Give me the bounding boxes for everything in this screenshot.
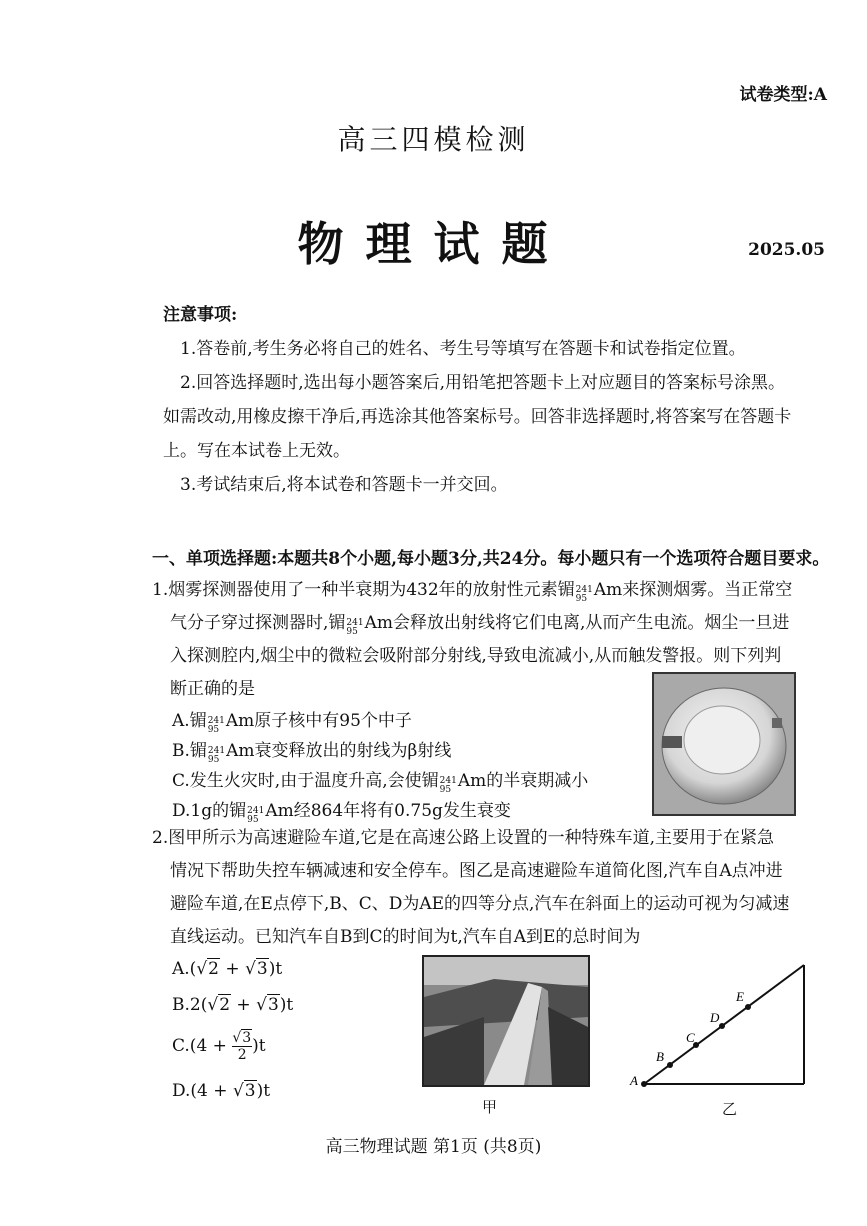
q1-option-c: C.发生火灾时,由于温度升高,会使镅 241 95 Am的半衰期减小 xyxy=(172,771,589,795)
q2-line-3: 避险车道,在E点停下,B、C、D为AE的四等分点,汽车在斜面上的运动可视为匀减速 xyxy=(170,894,790,914)
q1-text: 气分子穿过探测器时,镅 xyxy=(170,613,346,633)
escape-ramp-icon xyxy=(424,957,588,1085)
label-e: E xyxy=(736,989,744,1004)
label-c: C xyxy=(686,1030,695,1045)
q1-option-b: B.镅 241 95 Am衰变释放出的射线为β射线 xyxy=(172,741,452,765)
note-item-2-cont: 如需改动,用橡皮擦干净后,再选涂其他答案标号。回答非选择题时,将答案写在答题卡 xyxy=(163,407,792,427)
isotope-notation: 241 95 xyxy=(207,716,225,735)
notes-heading: 注意事项: xyxy=(163,305,238,325)
q1-line-1 xyxy=(152,574,792,607)
q1-line-2 xyxy=(170,607,789,640)
paper-type-label: 试卷类型:A xyxy=(739,85,827,105)
q1-text: 1.烟雾探测器使用了一种半衰期为432年的放射性元素镅 xyxy=(152,580,575,600)
q2-option-c: C.(4 + $\frac{√3}{2}$ )t xyxy=(172,1030,266,1063)
q2-option-b: B.2(√2 + √3)t xyxy=(172,995,294,1015)
note-item-3: 3.考试结束后,将本试卷和答题卡一并交回。 xyxy=(180,475,508,495)
point-d xyxy=(719,1023,725,1029)
note-item-1: 1.答卷前,考生务必将自己的姓名、考生号等填写在答题卡和试卷指定位置。 xyxy=(180,339,746,359)
exam-title: 物理试题 xyxy=(297,217,570,271)
label-b: B xyxy=(656,1049,664,1064)
point-a xyxy=(641,1081,647,1087)
figure-a-caption: 甲 xyxy=(482,1098,498,1116)
escape-ramp-photo xyxy=(422,955,590,1087)
point-b xyxy=(667,1062,673,1068)
isotope-symbol: Am xyxy=(364,613,393,633)
smoke-detector-icon xyxy=(654,674,794,814)
figure-b-caption: 乙 xyxy=(722,1100,738,1118)
q1-line-4: 断正确的是 xyxy=(170,679,255,699)
page-footer: 高三物理试题 第1页 (共8页) xyxy=(325,1137,542,1157)
exam-subtitle: 高三四模检测 xyxy=(337,123,530,156)
exam-date: 2025.05 xyxy=(748,240,825,260)
isotope-notation: 241 95 xyxy=(207,746,226,765)
isotope-notation: 241 95 xyxy=(346,618,364,637)
label-d: D xyxy=(710,1010,720,1025)
fraction: $\frac{√3}{2}$ xyxy=(232,1030,252,1063)
smoke-detector-photo xyxy=(652,672,796,816)
isotope-notation: 241 95 xyxy=(575,585,593,604)
q1-option-d: D.1g的镅 241 95 Am经864年将有0.75g发生衰变 xyxy=(172,801,511,825)
q2-line-4: 直线运动。已知汽车自B到C的时间为t,汽车自A到E的总时间为 xyxy=(170,927,641,947)
section-heading: 一、单项选择题:本题共8个小题,每小题3分,共24分。每小题只有一个选项符合题目要求。 xyxy=(152,549,830,569)
q1-line-3: 入探测腔内,烟尘中的微粒会吸附部分射线,导致电流减小,从而触发警报。则下列判 xyxy=(170,646,782,666)
q1-text: 会释放出射线将它们电离,从而产生电流。烟尘一旦进 xyxy=(393,613,790,633)
q2-option-d: D.(4 + √3)t xyxy=(172,1081,271,1101)
isotope-symbol: Am xyxy=(593,580,623,600)
note-item-2-end: 上。写在本试卷上无效。 xyxy=(163,441,350,461)
q2-line-1: 2.图甲所示为高速避险车道,它是在高速公路上设置的一种特殊车道,主要用于在紧急 xyxy=(152,828,775,848)
q1-text: 来探测烟雾。当正常空 xyxy=(622,580,793,600)
q2-line-2: 情况下帮助失控车辆减速和安全停车。图乙是高速避险车道简化图,汽车自A点冲进 xyxy=(170,861,783,881)
isotope-notation: 241 95 xyxy=(439,776,457,795)
isotope-notation: 241 95 xyxy=(247,806,265,825)
incline-diagram xyxy=(620,955,820,1090)
note-item-2: 2.回答选择题时,选出每小题答案后,用铅笔把答题卡上对应题目的答案标号涂黑。 xyxy=(180,373,786,393)
point-e xyxy=(745,1004,751,1010)
q1-option-a: A.镅 241 95 Am原子核中有95个中子 xyxy=(172,711,412,735)
q2-option-a: A.(√2 + √3)t xyxy=(172,959,283,979)
label-a: A xyxy=(630,1073,638,1088)
